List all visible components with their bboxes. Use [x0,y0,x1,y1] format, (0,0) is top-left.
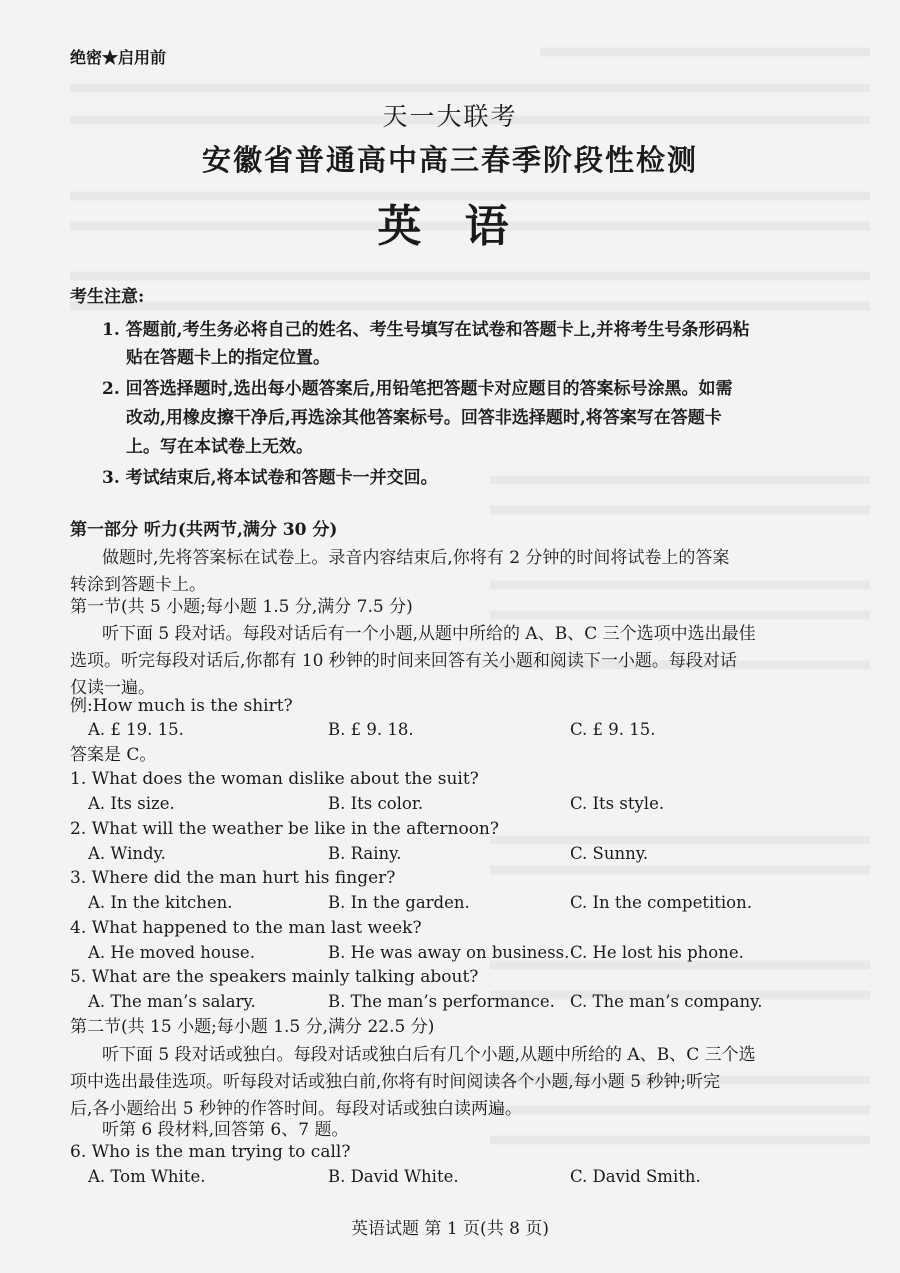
notice-item-2-line-2: 改动,用橡皮擦干净后,再选涂其他答案标号。回答非选择题时,将答案写在答题卡 [126,408,722,428]
exam-organizer: 天一大联考 [382,102,518,131]
question-1: 1. What does the woman dislike about the suit? [70,769,479,789]
option-a: A. Tom White. [88,1167,206,1186]
option-c: C. £ 9. 15. [570,720,656,739]
part1-title: 第一部分 听力(共两节,满分 30 分) [70,520,338,540]
part1-instructions-line-2: 转涂到答题卡上。 [70,575,206,595]
question-6: 6. Who is the man trying to call? [70,1142,351,1162]
example-question: 例:How much is the shirt? [70,696,293,716]
question-2: 2. What will the weather be like in the afternoon? [70,819,499,839]
option-b: B. Its color. [328,794,424,813]
section2-instructions-line-4: 听第 6 段材料,回答第 6、7 题。 [102,1120,349,1140]
question-4: 4. What happened to the man last week? [70,918,422,938]
section2-instructions-line-2: 项中选出最佳选项。听每段对话或独白前,你将有时间阅读各个小题,每小题 5 秒钟;听完 [70,1072,721,1092]
notice-item-2-line-1: 2. 回答选择题时,选出每小题答案后,用铅笔把答题卡对应题目的答案标号涂黑。如需 [102,379,733,399]
option-c: C. Sunny. [570,844,649,863]
option-c: C. David Smith. [570,1167,701,1186]
section1-instructions-line-1: 听下面 5 段对话。每段对话后有一个小题,从题中所给的 A、B、C 三个选项中选出最佳 [102,624,756,644]
option-a: A. The man’s salary. [88,992,256,1011]
example-answer: 答案是 C。 [70,745,157,765]
exam-title: 安徽省普通高中高三春季阶段性检测 [201,143,698,177]
option-b: B. In the garden. [328,893,470,912]
section2-instructions-line-1: 听下面 5 段对话或独白。每段对话或独白后有几个小题,从题中所给的 A、B、C 三个选 [102,1045,756,1065]
notice-item-3: 3. 考试结束后,将本试卷和答题卡一并交回。 [102,468,438,488]
option-b: B. David White. [328,1167,459,1186]
option-a: A. Windy. [88,844,166,863]
notice-heading: 考生注意: [70,287,145,307]
question-5: 5. What are the speakers mainly talking about? [70,967,479,987]
option-b: B. £ 9. 18. [328,720,414,739]
part1-instructions-line-1: 做题时,先将答案标在试卷上。录音内容结束后,你将有 2 分钟的时间将试卷上的答案 [102,548,730,568]
option-b: B. Rainy. [328,844,402,863]
notice-item-1-line-2: 贴在答题卡上的指定位置。 [126,348,330,368]
option-b: B. He was away on business. [328,943,570,962]
option-a: A. Its size. [88,794,175,813]
option-a: A. He moved house. [88,943,255,962]
option-a: A. £ 19. 15. [88,720,184,739]
option-b: B. The man’s performance. [328,992,555,1011]
option-c: C. The man’s company. [570,992,763,1011]
section2-instructions-line-3: 后,各小题给出 5 秒钟的作答时间。每段对话或独白读两遍。 [70,1099,523,1119]
option-c: C. He lost his phone. [570,943,744,962]
section1-title: 第一节(共 5 小题;每小题 1.5 分,满分 7.5 分) [70,597,413,617]
section1-instructions-line-3: 仅读一遍。 [70,678,155,698]
option-c: C. In the competition. [570,893,752,912]
question-3: 3. Where did the man hurt his finger? [70,868,396,888]
option-c: C. Its style. [570,794,665,813]
page-footer: 英语试题 第 1 页(共 8 页) [351,1219,549,1239]
confidential-label: 绝密★启用前 [70,48,167,67]
notice-item-2-line-3: 上。写在本试卷上无效。 [126,437,313,457]
section1-instructions-line-2: 选项。听完每段对话后,你都有 10 秒钟的时间来回答有关小题和阅读下一小题。每段对话 [70,651,737,671]
section2-title: 第二节(共 15 小题;每小题 1.5 分,满分 22.5 分) [70,1017,435,1037]
notice-item-1-line-1: 1. 答题前,考生务必将自己的姓名、考生号填写在试卷和答题卡上,并将考生号条形码粘 [102,320,750,340]
option-a: A. In the kitchen. [88,893,233,912]
subject-title: 英 语 [377,201,523,252]
